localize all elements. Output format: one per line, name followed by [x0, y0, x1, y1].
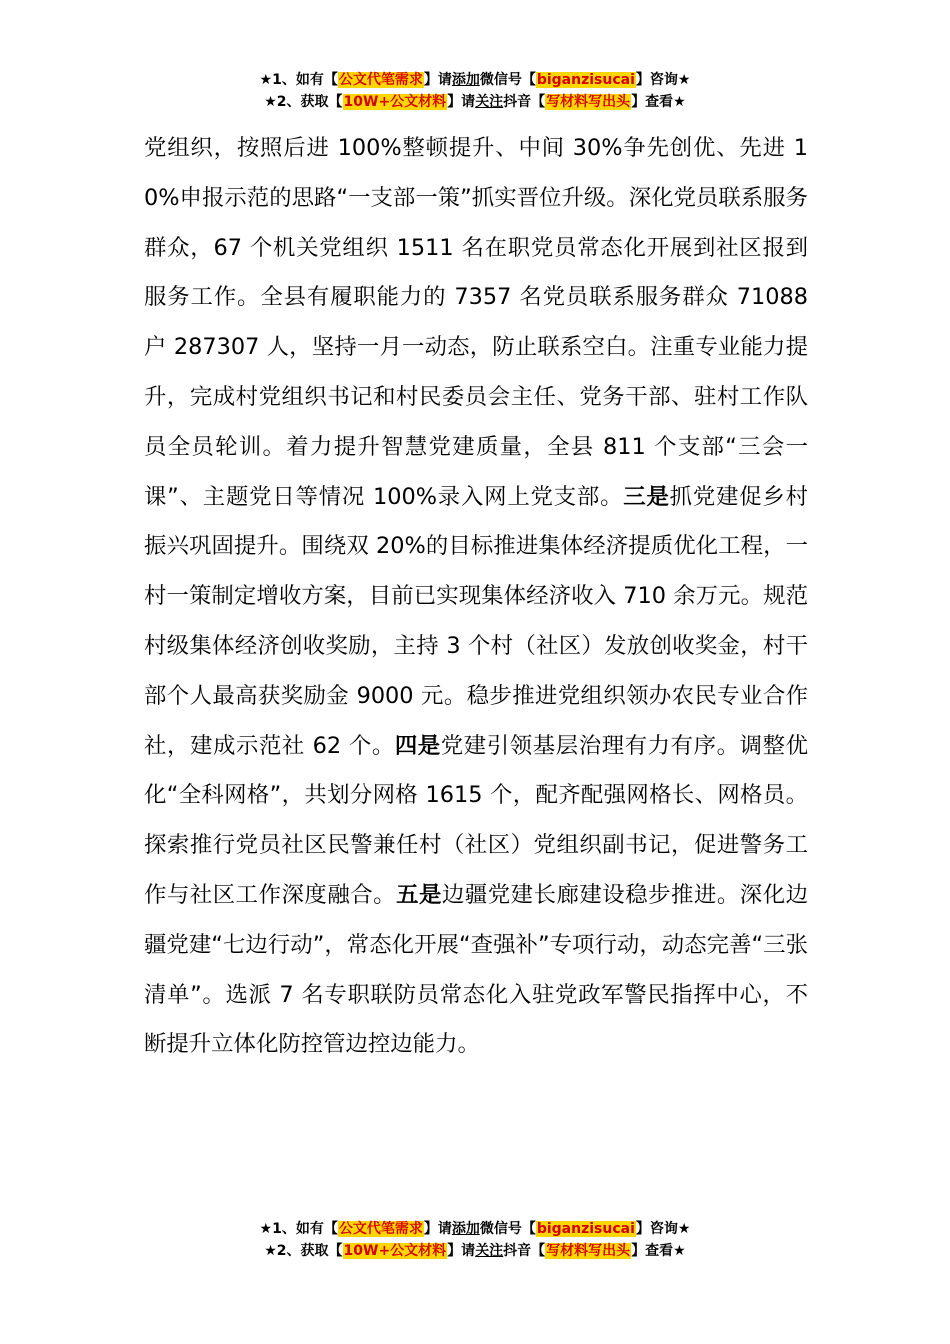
bold-heading: 三是	[623, 483, 670, 510]
bold-heading: 四是	[394, 732, 441, 759]
banner-text: ★1、如有【	[259, 72, 338, 88]
banner-underline: 添加	[451, 72, 480, 88]
banner-underline: 添加	[451, 1221, 480, 1237]
body-paragraph: 党建引领基层治理有力有序。调整优化“全科网格”，共划分网格 1615 个，配齐配强网格长、网格员。探索推行党员社区民警兼任村（社区）党组织副书记，促进警务工作与社区工作深度融合。	[144, 732, 809, 908]
banner-text: ★2、获取【	[264, 1243, 343, 1259]
banner-highlight: 公文代笔需求	[338, 72, 423, 88]
banner-highlight: 写材料写出头	[546, 94, 631, 110]
banner-text: 抖音【	[503, 1243, 546, 1259]
header-banner	[0, 69, 950, 113]
banner-text: 】咨询★	[635, 72, 691, 88]
banner-text: 】请	[423, 1221, 452, 1237]
banner-text: 】查看★	[631, 1243, 686, 1259]
body-paragraph: 边疆党建长廊建设稳步推进。深化边疆党建“七边行动”，常态化开展“查强补”专项行动，动态完善“三张清单”。选派 7 名专职联防员常态化入驻党政军警民指挥中心，不断提升立体化防控管边控边能力。	[144, 881, 809, 1058]
banner-line-2	[0, 91, 950, 113]
bold-heading: 五是	[396, 881, 442, 908]
banner-text: 】咨询★	[635, 1221, 691, 1237]
banner-highlight: 写材料写出头	[546, 1243, 631, 1259]
banner-line-1	[0, 1218, 950, 1240]
banner-text: 微信号【	[479, 1221, 536, 1237]
banner-highlight: 10W+公文材料	[343, 94, 447, 110]
banner-highlight: biganzisucai	[536, 1221, 635, 1237]
banner-underline: 关注	[475, 1243, 504, 1259]
banner-text: 】请	[423, 72, 452, 88]
document-body	[144, 124, 808, 1070]
footer-banner	[0, 1218, 950, 1262]
banner-line-2	[0, 1240, 950, 1262]
banner-line-1	[0, 69, 950, 91]
banner-highlight: biganzisucai	[536, 72, 635, 88]
banner-highlight: 公文代笔需求	[338, 1221, 423, 1237]
banner-text: 】请	[447, 94, 476, 110]
banner-text: ★1、如有【	[259, 1221, 338, 1237]
banner-text: 抖音【	[503, 94, 546, 110]
banner-highlight: 10W+公文材料	[343, 1243, 447, 1259]
banner-underline: 关注	[475, 94, 504, 110]
banner-text: 微信号【	[479, 72, 536, 88]
banner-text: ★2、获取【	[264, 94, 343, 110]
body-paragraph: 抓党建促乡村振兴巩固提升。围绕双 20%的目标推进集体经济提质优化工程，一村一策制定增收方案，目前已实现集体经济收入 710 余万元。规范村级集体经济创收奖励，主持 3 个村（社区）发放创收奖金，村干部个人最高获奖励金 9000 元。稳步推进党组织领办农民专业合作社，建成示范社 62 个。	[144, 483, 808, 759]
body-paragraph: 党组织，按照后进 100%整顿提升、中间 30%争先创优、先进 10%申报示范的思路“一支部一策”抓实晋位升级。深化党员联系服务群众，67 个机关党组织 1511 名在职党员常态化开展到社区报到服务工作。全县有履职能力的 7357 名党员联系服务群众 71088 户 287307 人，坚持一月一动态，防止联系空白。注重专业能力提升，完成村党组织书记和村民委员会主任、党务干部、驻村工作队员全员轮训。着力提升智慧党建质量，全县 811 个支部“三会一课”、主题党日等情况 100%录入网上党支部。	[144, 135, 808, 510]
banner-text: 】请	[447, 1243, 476, 1259]
banner-text: 】查看★	[631, 94, 686, 110]
